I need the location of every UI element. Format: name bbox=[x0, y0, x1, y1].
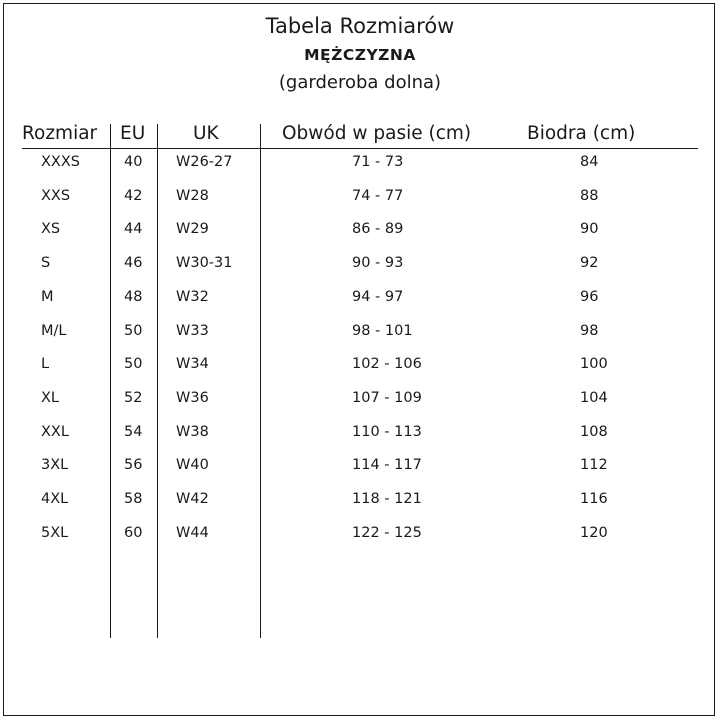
cell-hips: 104 bbox=[580, 389, 608, 406]
cell-eu: 46 bbox=[124, 255, 143, 272]
cell-size: S bbox=[41, 255, 51, 272]
cell-uk: W26-27 bbox=[176, 154, 233, 170]
cell-size: 5XL bbox=[41, 524, 69, 541]
cell-uk: W28 bbox=[176, 187, 209, 204]
cell-waist: 102 - 106 bbox=[352, 356, 422, 373]
cell-uk: W32 bbox=[176, 288, 209, 305]
cell-hips: 116 bbox=[580, 491, 608, 507]
cell-eu: 52 bbox=[124, 389, 143, 406]
cell-waist: 107 - 109 bbox=[352, 389, 422, 406]
cell-uk: W38 bbox=[176, 423, 209, 440]
cell-hips: 100 bbox=[580, 356, 608, 373]
cell-waist: 90 - 93 bbox=[352, 255, 404, 272]
cell-uk: W34 bbox=[176, 356, 209, 373]
page-title: Tabela Rozmiarów bbox=[265, 14, 455, 38]
cell-hips: 112 bbox=[580, 457, 608, 474]
cell-waist: 110 - 113 bbox=[352, 423, 422, 440]
cell-uk: W44 bbox=[176, 524, 209, 541]
cell-uk: W29 bbox=[176, 221, 209, 238]
cell-waist: 114 - 117 bbox=[352, 457, 422, 474]
page-subtitle: MĘŻCZYZNA bbox=[304, 46, 416, 64]
cell-size: 3XL bbox=[41, 457, 69, 474]
cell-eu: 44 bbox=[124, 221, 143, 238]
cell-eu: 50 bbox=[124, 322, 143, 339]
header-eu: EU bbox=[120, 123, 146, 144]
cell-size: M bbox=[41, 288, 54, 305]
column-divider bbox=[260, 124, 261, 638]
cell-hips: 98 bbox=[580, 322, 599, 339]
cell-uk: W42 bbox=[176, 491, 209, 507]
cell-uk: W36 bbox=[176, 389, 209, 406]
cell-waist: 98 - 101 bbox=[352, 322, 413, 339]
cell-eu: 48 bbox=[124, 288, 143, 305]
cell-size: XXL bbox=[41, 423, 69, 440]
cell-hips: 84 bbox=[580, 154, 599, 170]
cell-uk: W30-31 bbox=[176, 255, 233, 272]
column-divider bbox=[110, 124, 111, 638]
cell-eu: 50 bbox=[124, 356, 143, 373]
cell-waist: 86 - 89 bbox=[352, 221, 404, 238]
cell-size: XXS bbox=[41, 187, 71, 204]
cell-eu: 42 bbox=[124, 187, 143, 204]
header-hips: Biodra (cm) bbox=[527, 123, 636, 144]
cell-eu: 60 bbox=[124, 524, 143, 541]
cell-size: 4XL bbox=[41, 491, 69, 507]
cell-waist: 94 - 97 bbox=[352, 288, 404, 305]
cell-waist: 118 - 121 bbox=[352, 491, 422, 507]
cell-size: M/L bbox=[41, 322, 67, 339]
cell-size: XXXS bbox=[41, 154, 81, 170]
cell-size: L bbox=[41, 356, 50, 373]
cell-waist: 71 - 73 bbox=[352, 154, 404, 170]
cell-waist: 122 - 125 bbox=[352, 524, 422, 541]
page-subtitle-secondary: (garderoba dolna) bbox=[278, 72, 442, 93]
cell-size: XL bbox=[41, 389, 60, 406]
cell-eu: 58 bbox=[124, 491, 143, 507]
header-size: Rozmiar bbox=[22, 123, 98, 144]
cell-waist: 74 - 77 bbox=[352, 187, 404, 204]
header-waist: Obwód w pasie (cm) bbox=[282, 123, 472, 144]
cell-size: XS bbox=[41, 221, 61, 238]
cell-eu: 56 bbox=[124, 457, 143, 474]
cell-hips: 96 bbox=[580, 288, 599, 305]
header-uk: UK bbox=[193, 123, 219, 144]
cell-uk: W33 bbox=[176, 322, 209, 339]
cell-hips: 88 bbox=[580, 187, 599, 204]
cell-hips: 92 bbox=[580, 255, 599, 272]
cell-eu: 40 bbox=[124, 154, 143, 170]
cell-eu: 54 bbox=[124, 423, 143, 440]
cell-hips: 108 bbox=[580, 423, 608, 440]
column-divider bbox=[157, 124, 158, 638]
header-divider bbox=[22, 148, 698, 149]
cell-hips: 90 bbox=[580, 221, 599, 238]
cell-uk: W40 bbox=[176, 457, 209, 474]
cell-hips: 120 bbox=[580, 524, 608, 541]
